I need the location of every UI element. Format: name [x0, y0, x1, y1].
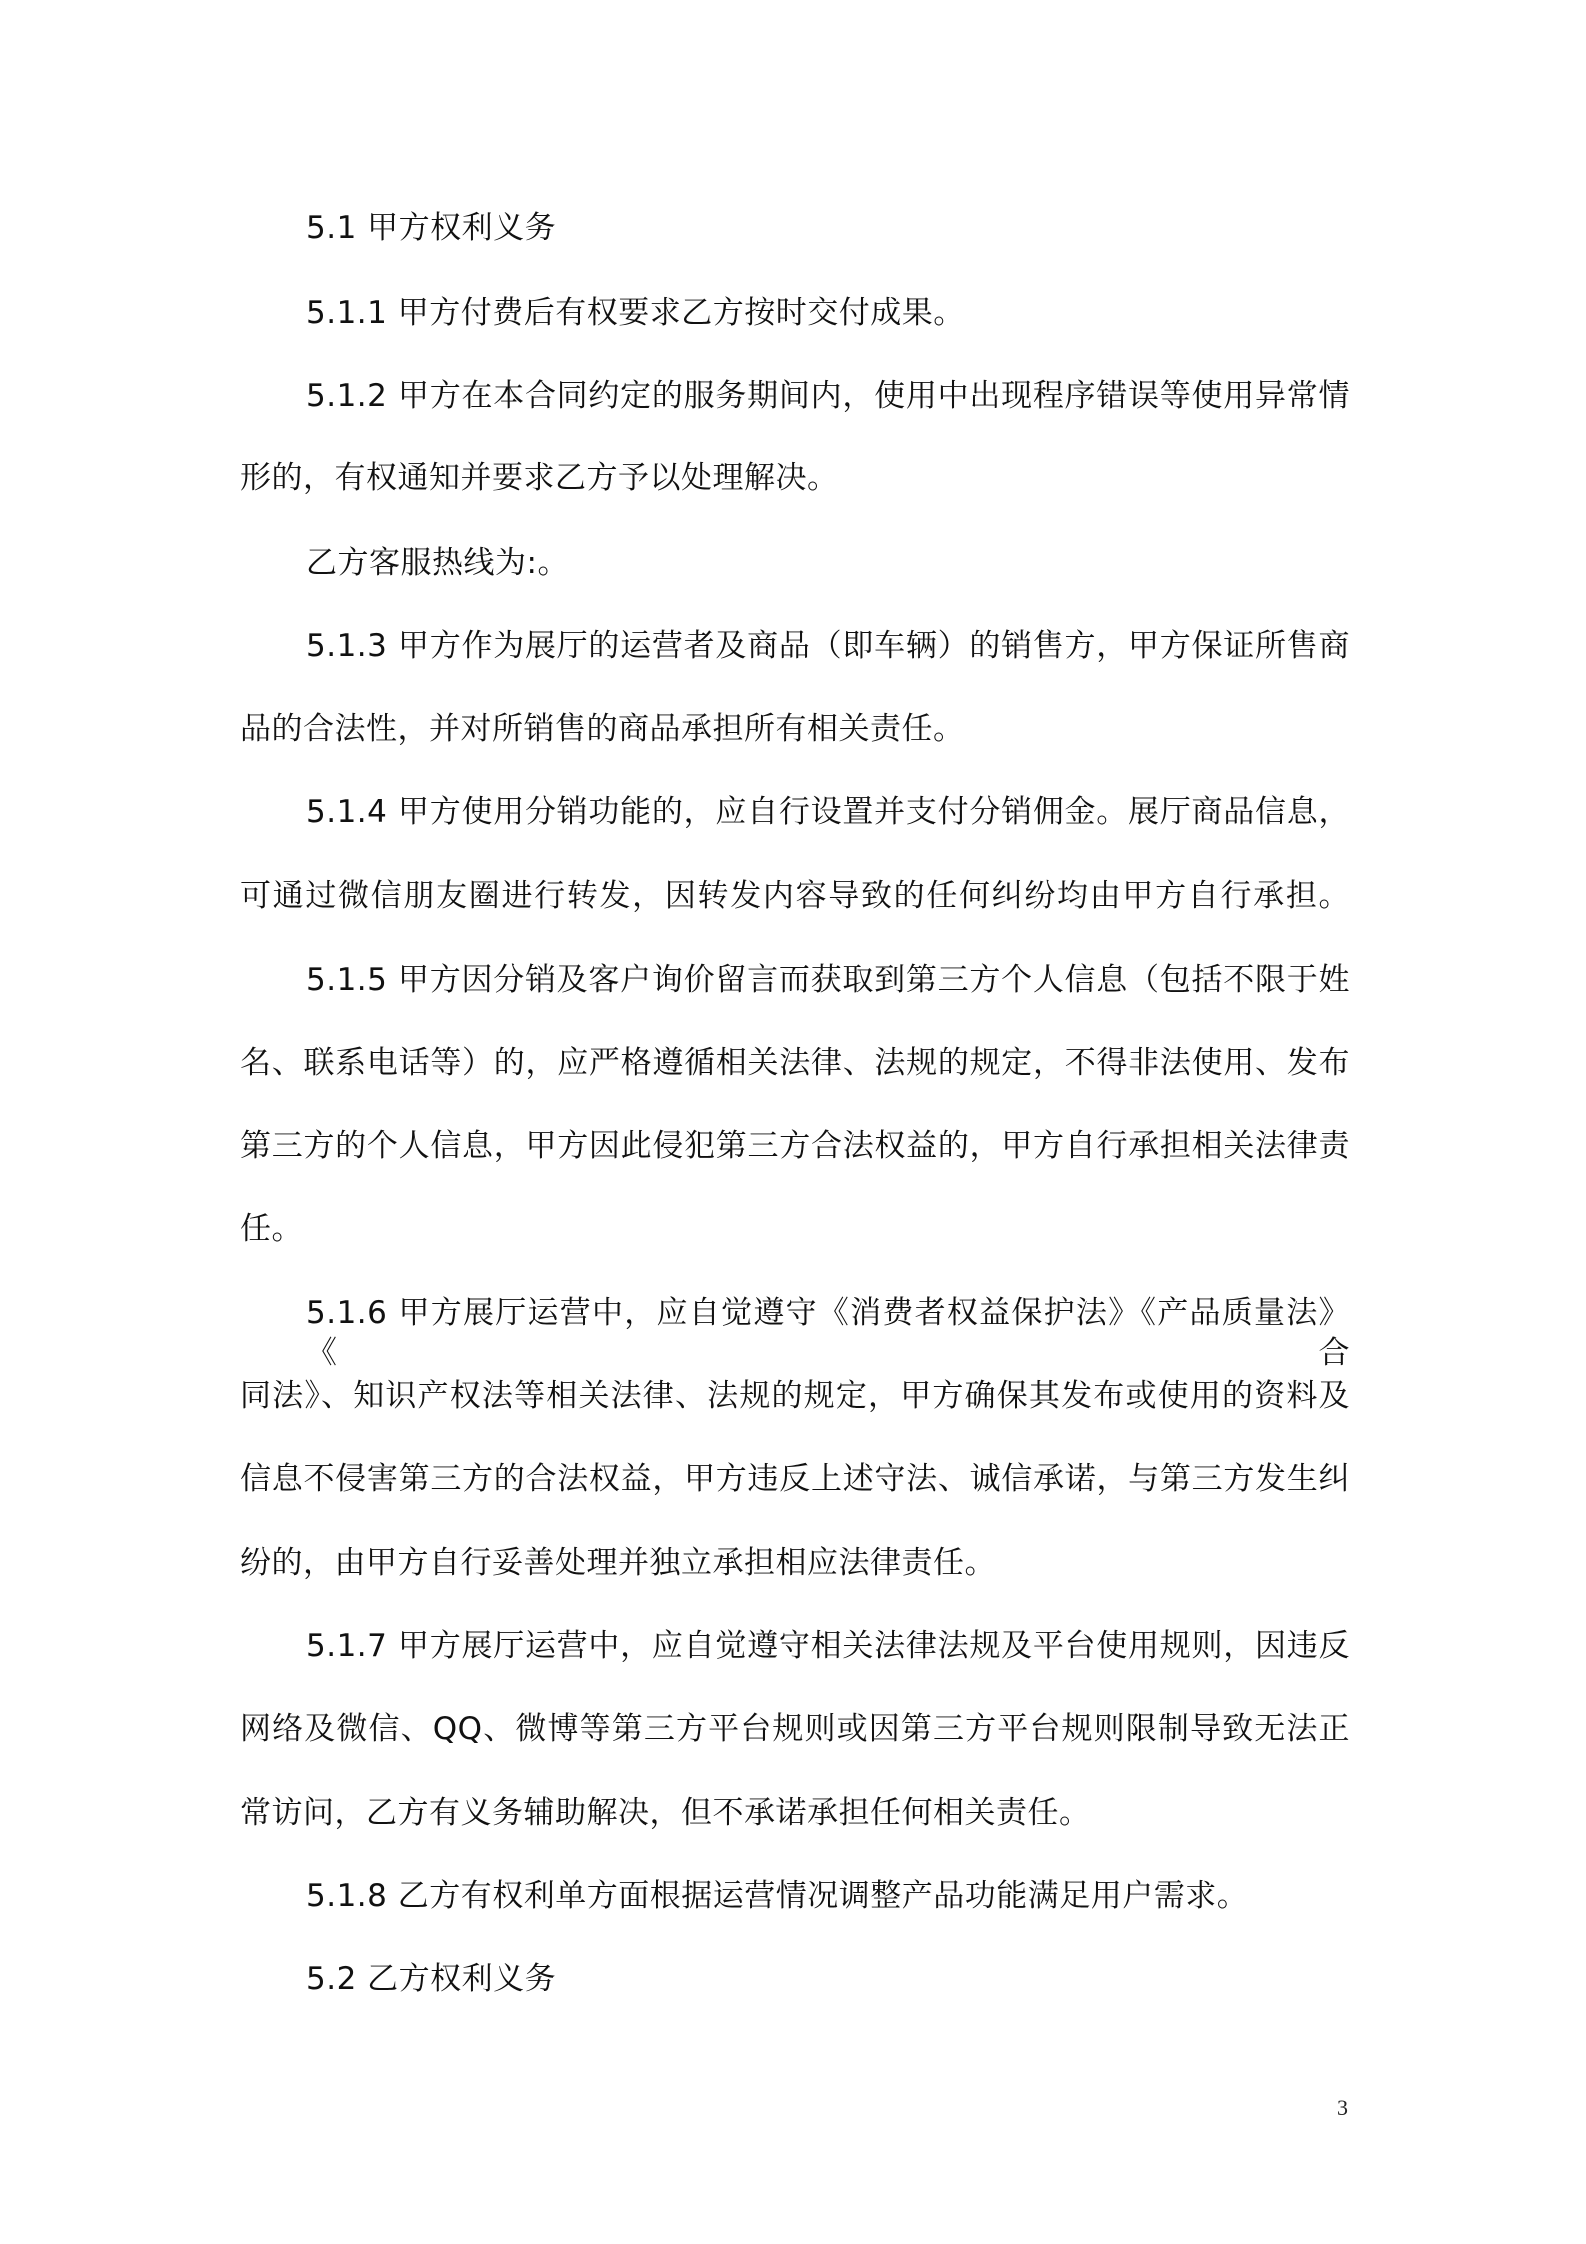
clause-5-1-8: 5.1.8 乙方有权利单方面根据运营情况调整产品功能满足用户需求。: [306, 1878, 1249, 1914]
clause-5-1-4-line-2: 可通过微信朋友圈进行转发，因转发内容导致的任何纠纷均由甲方自行承担。: [240, 878, 1350, 914]
clause-5-1-6-line-4: 纷的，由甲方自行妥善处理并独立承担相应法律责任。: [240, 1545, 996, 1581]
clause-5-1-3-line-2: 品的合法性，并对所销售的商品承担所有相关责任。: [240, 711, 965, 747]
clause-5-1-5-line-1: 5.1.5 甲方因分销及客户询价留言而获取到第三方个人信息（包括不限于姓: [306, 962, 1350, 998]
clause-5-1-7-line-2: 网络及微信、QQ、微博等第三方平台规则或因第三方平台规则限制导致无法正: [240, 1711, 1350, 1747]
clause-5-1-6-line-3: 信息不侵害第三方的合法权益，甲方违反上述守法、诚信承诺，与第三方发生纠: [240, 1461, 1350, 1497]
clause-5-1-5-line-2: 名、联系电话等）的，应严格遵循相关法律、法规的规定，不得非法使用、发布: [240, 1045, 1350, 1081]
clause-5-1-2-line-2: 形的，有权通知并要求乙方予以处理解决。: [240, 460, 839, 496]
hotline-text: 乙方客服热线为:。: [306, 545, 569, 581]
clause-5-1-7-line-1: 5.1.7 甲方展厅运营中，应自觉遵守相关法律法规及平台使用规则，因违反: [306, 1628, 1350, 1664]
clause-5-1-1: 5.1.1 甲方付费后有权要求乙方按时交付成果。: [306, 295, 965, 331]
clause-5-1-5-line-4: 任。: [240, 1211, 303, 1247]
section-heading-5-2: 5.2 乙方权利义务: [306, 1961, 557, 1997]
clause-5-1-5-line-3: 第三方的个人信息，甲方因此侵犯第三方合法权益的，甲方自行承担相关法律责: [240, 1128, 1350, 1164]
clause-5-1-6-line-1: 5.1.6 甲方展厅运营中，应自觉遵守《消费者权益保护法》《产品质量法》《合: [306, 1295, 1350, 1371]
clause-5-1-3-line-1: 5.1.3 甲方作为展厅的运营者及商品（即车辆）的销售方，甲方保证所售商: [306, 628, 1350, 664]
page-number: 3: [1337, 2095, 1348, 2120]
section-heading-5-1: 5.1 甲方权利义务: [306, 210, 557, 246]
clause-5-1-6-line-2: 同法》、知识产权法等相关法律、法规的规定，甲方确保其发布或使用的资料及: [240, 1378, 1350, 1414]
clause-5-1-4-line-1: 5.1.4 甲方使用分销功能的，应自行设置并支付分销佣金。展厅商品信息，: [306, 794, 1350, 830]
clause-5-1-7-line-3: 常访问，乙方有义务辅助解决，但不承诺承担任何相关责任。: [240, 1795, 1091, 1831]
clause-5-1-2-line-1: 5.1.2 甲方在本合同约定的服务期间内，使用中出现程序错误等使用异常情: [306, 378, 1350, 414]
